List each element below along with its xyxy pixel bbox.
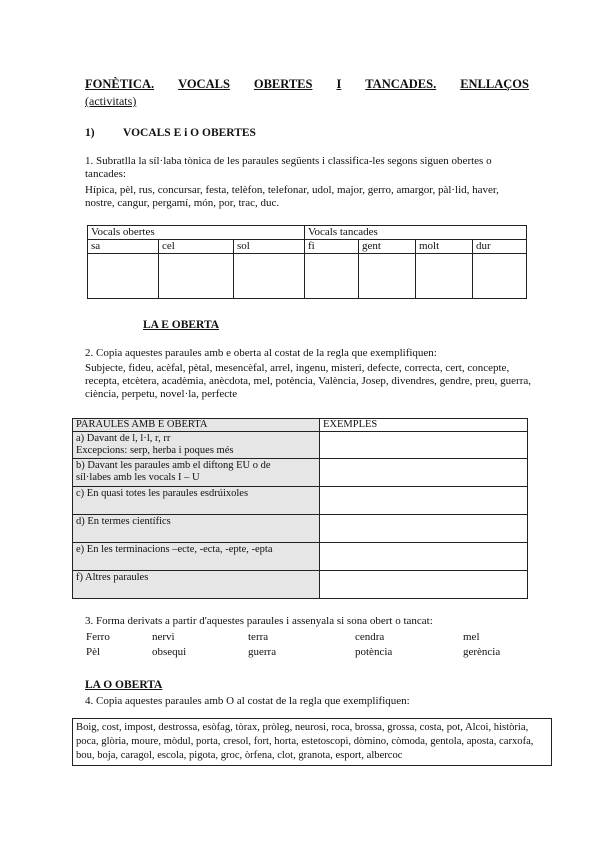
word: gerència (463, 646, 501, 658)
exercise-4-instruction: 4. Copia aquestes paraules amb O al costat de la regla que exemplifiquen: (85, 695, 410, 707)
exercise-2-words: Subjecte, fideu, acèfal, pètal, mesencèfal, arrel, ingenu, misteri, defecte, correcta, cert, concepte, recepta, etcètera, acadèmia, anècdota, mel, potència, València, Josep, divendres, gendre, preu, guerra, ciència, perpetu, novel·la, perfecte (85, 362, 531, 400)
rule-text: Excepcions: serp, herba i poques més (76, 445, 234, 456)
title-word: OBERTES (253, 77, 313, 91)
section-heading (85, 127, 256, 139)
rule-text: d) En termes científics (76, 516, 171, 527)
rule-text: f) Altres paraules (76, 572, 149, 583)
rule-cell (73, 487, 320, 515)
answer-cell[interactable] (305, 254, 359, 299)
examples-cell[interactable] (320, 515, 528, 543)
word: Pèl (86, 646, 101, 658)
header-open-vowels: Vocals obertes (88, 226, 305, 240)
word: nervi (152, 631, 175, 643)
word: obsequi (152, 646, 187, 658)
rule-text: a) Davant de l, l·l, r, rr (76, 433, 171, 444)
answer-cell[interactable] (159, 254, 234, 299)
rule-cell (73, 543, 320, 571)
title-word: TANCADES. (365, 77, 437, 91)
rule-cell (73, 459, 320, 487)
examples-cell[interactable] (320, 543, 528, 571)
answer-cell[interactable] (88, 254, 159, 299)
section-heading-o-oberta: LA O OBERTA (85, 679, 163, 691)
answer-cell[interactable] (234, 254, 305, 299)
examples-cell[interactable] (320, 459, 528, 487)
rule-cell (73, 432, 320, 459)
exercise-3-instruction: 3. Forma derivats a partir d'aquestes paraules i assenyala si sona obert o tancat: (85, 615, 433, 627)
word: guerra (248, 646, 277, 658)
title-word: VOCALS (178, 77, 230, 91)
answer-cell[interactable] (416, 254, 473, 299)
word: Ferro (86, 631, 110, 643)
table-cell: gent (359, 240, 416, 254)
examples-cell[interactable] (320, 571, 528, 599)
word: terra (248, 631, 269, 643)
examples-cell[interactable] (320, 432, 528, 459)
section-title: VOCALS E i O OBERTES (123, 127, 256, 139)
rule-text: b) Davant les paraules amb el diftong EU o de (76, 460, 271, 471)
header-closed-vowels: Vocals tancades (305, 226, 527, 240)
word: potència (355, 646, 393, 658)
section-number: 1) (85, 127, 95, 139)
exercise-4-word-box: Boig, cost, impost, destrossa, esòfag, tòrax, pròleg, neurosi, roca, brossa, grossa, costa, pot, Alcoi, història, poca, glòria, moure, mòdul, porta, cresol, fort, horta, estetoscopi, dòmino, còmoda, gentola, aposta, carxofa, bou, boja, caragol, escola, pigota, groc, òrfena, clot, granota, esport, albercoc (72, 718, 552, 766)
column-header-examples: EXEMPLES (320, 419, 528, 432)
title-word: ENLLAÇOS (460, 77, 529, 91)
exercise-1-instruction: 1. Subratlla la síl·laba tònica de les paraules següents i classifica-les segons siguen obertes o tancades: (85, 155, 492, 180)
exercise-1-words: Hípica, pèl, rus, concursar, festa, telèfon, telefonar, udol, major, gerro, amargor, pàl·lid, haver, nostre, cangur, pergamí, món, por, trac, duc. (85, 184, 499, 209)
page-title (85, 77, 529, 92)
rule-text: c) En quasi totes les paraules esdrúixoles (76, 488, 249, 499)
section-heading-e-oberta: LA E OBERTA (143, 319, 220, 331)
examples-cell[interactable] (320, 487, 528, 515)
word: cendra (355, 631, 385, 643)
rule-text: e) En les terminacions –ecte, -ecta, -epte, -epta (76, 544, 273, 555)
title-word: I (336, 77, 342, 91)
table-cell: sa (88, 240, 159, 254)
vowel-classification-table (87, 225, 527, 299)
table-cell: fi (305, 240, 359, 254)
table-cell: dur (473, 240, 527, 254)
exercise-2-instruction: 2. Copia aquestes paraules amb e oberta al costat de la regla que exemplifiquen: (85, 347, 437, 359)
column-header-rules: PARAULES AMB E OBERTA (73, 419, 320, 432)
page-subtitle: (activitats) (85, 94, 137, 108)
rule-cell (73, 571, 320, 599)
rule-cell (73, 515, 320, 543)
rule-text: síl·labes amb les vocals I – U (76, 472, 200, 483)
title-word: FONÈTICA. (85, 77, 155, 91)
answer-cell[interactable] (473, 254, 527, 299)
e-oberta-rules-table (72, 418, 528, 599)
table-cell: sol (234, 240, 305, 254)
table-cell: cel (159, 240, 234, 254)
answer-cell[interactable] (359, 254, 416, 299)
word: mel (463, 631, 480, 643)
table-cell: molt (416, 240, 473, 254)
